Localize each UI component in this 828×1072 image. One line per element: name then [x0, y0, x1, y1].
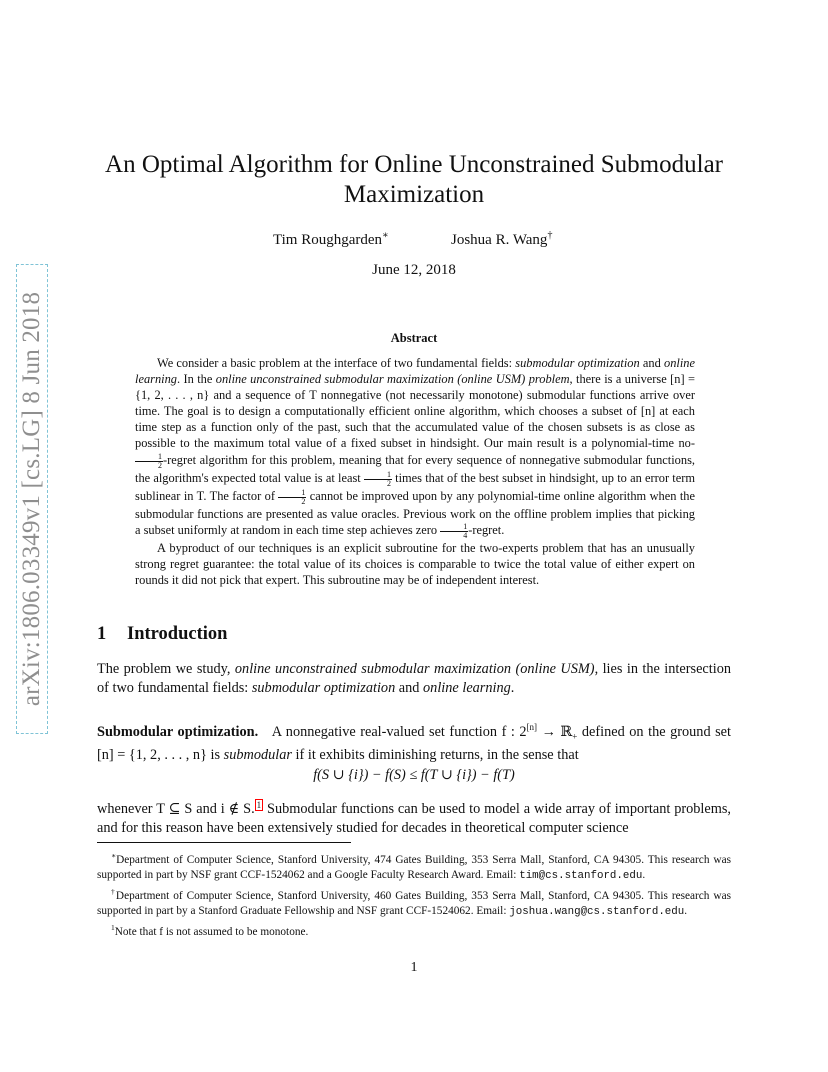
- fraction-half: $\frac{1}{2}$: [364, 471, 392, 488]
- fraction-half: $\frac{1}{2}$: [278, 489, 306, 506]
- arxiv-identifier[interactable]: arXiv:1806.03349v1 [cs.LG] 8 Jun 2018: [18, 291, 45, 707]
- section-number: 1: [97, 624, 107, 644]
- fraction-quarter: $\frac{1}{4}$: [440, 523, 468, 540]
- page-number: 1: [410, 960, 418, 975]
- author-1-footnote-mark[interactable]: ∗: [382, 230, 389, 241]
- footnote-1: $^1$Note that f is not assumed to be monotone.: [111, 923, 309, 939]
- footnote-author-1: ∗Department of Computer Science, Stanford University, 474 Gates Building, 353 Serra Mall, Stanford, CA 94305. This research was supported in part by NSF grant CCF-1524062 and a Google Faculty Research Award. Email: tim@cs.stanford.edu.: [97, 851, 731, 882]
- paper-title: [0, 150, 828, 210]
- email-link-2[interactable]: joshua.wang@cs.stanford.edu: [509, 906, 685, 919]
- intro-paragraph: The problem we study, online unconstrained submodular maximization (online USM), lies in the intersection of two fundamental fields: submodular optimization and online learning.: [97, 661, 732, 696]
- whenever-paragraph: whenever T ⊆ S and i ∉ S. $^1$ Submodular functions can be used to model a wide array of important problems, and for this reason have been extensively studied for decades in theoretical computer science: [97, 800, 731, 836]
- footnote-divider: [97, 842, 351, 843]
- paper-date: June 12, 2018: [372, 262, 456, 278]
- author-2-footnote-mark[interactable]: †: [547, 230, 553, 241]
- author-2-name: Joshua R. Wang: [451, 232, 548, 248]
- author-1: [273, 230, 389, 249]
- section-title: Introduction: [127, 624, 228, 644]
- footnote-author-2: †Department of Computer Science, Stanford University, 460 Gates Building, 353 Serra Mall, Stanford, CA 94305. This research was supported in part by a Stanford Graduate Fellowship and NSF grant CCF-1524062. Email: joshua.wang@cs.stanford.edu.: [97, 887, 731, 919]
- title-line-1: An Optimal Algorithm for Online Unconstrained Submodular: [105, 151, 723, 178]
- submodular-paragraph: Submodular optimization. A nonnegative real-valued set function f : 2[n] → ℝ$_+$ defined on the ground set [n] = {1, 2, . . . , n} is submodular if it exhibits diminishing returns, in the sense that: [97, 722, 732, 764]
- section-heading: [97, 624, 227, 645]
- fraction-half: $\frac{1}{2}$: [135, 453, 163, 470]
- submodularity-equation: f(S ∪ {i}) − f(S) ≤ f(T ∪ {i}) − f(T): [313, 767, 515, 783]
- abstract-heading: Abstract: [390, 331, 438, 345]
- abstract-paragraph-1: We consider a basic problem at the interface of two fundamental fields: submodular optimization and online learning. In the online unconstrained submodular maximization (online USM) problem, there is a universe [n] = {1, 2, . . . , n} and a sequence of T nonnegative (not necessarily monotone) submodular functions arrive over time. The goal is to design a computationally efficient online algorithm, which chooses a subset of [n] at each time step as a function only of the past, such that the accumulated value of the chosen subsets is as close as possible to the maximum total value of a fixed subset in hindsight. Our main result is a polynomial-time no- $\frac{1}{2}$ -regret algorithm for this problem, meaning that for every sequence of nonnegative submodular functions, the algorithm's expected total value is at least $\frac{1}{2}$ times that of the best subset in hindsight, up to an error term sublinear in T. The factor of $\frac{1}{2}$ cannot be improved upon by any polynomial-time online algorithm when the submodular functions are presented as value oracles. Previous work on the offline problem implies that picking a subset uniformly at random in each time step achieves zero $\frac{1}{4}$ -regret.: [135, 356, 696, 540]
- abstract-body: [135, 355, 695, 588]
- author-1-name: Tim Roughgarden: [273, 232, 383, 248]
- footnote-1-link[interactable]: 1: [256, 800, 262, 810]
- email-link-1[interactable]: tim@cs.stanford.edu: [519, 869, 643, 882]
- footnotes: [97, 848, 731, 940]
- paragraph-heading: Submodular optimization.: [97, 723, 259, 740]
- abstract-paragraph-2: A byproduct of our techniques is an explicit subroutine for the two-experts problem that has an unusually strong regret guarantee: the total value of its choices is comparable to twice the total value of either expert on rounds it did not pick that expert. This subroutine may be of independent interest.: [135, 540, 695, 587]
- author-2: [451, 230, 552, 249]
- title-line-2: Maximization: [343, 181, 485, 208]
